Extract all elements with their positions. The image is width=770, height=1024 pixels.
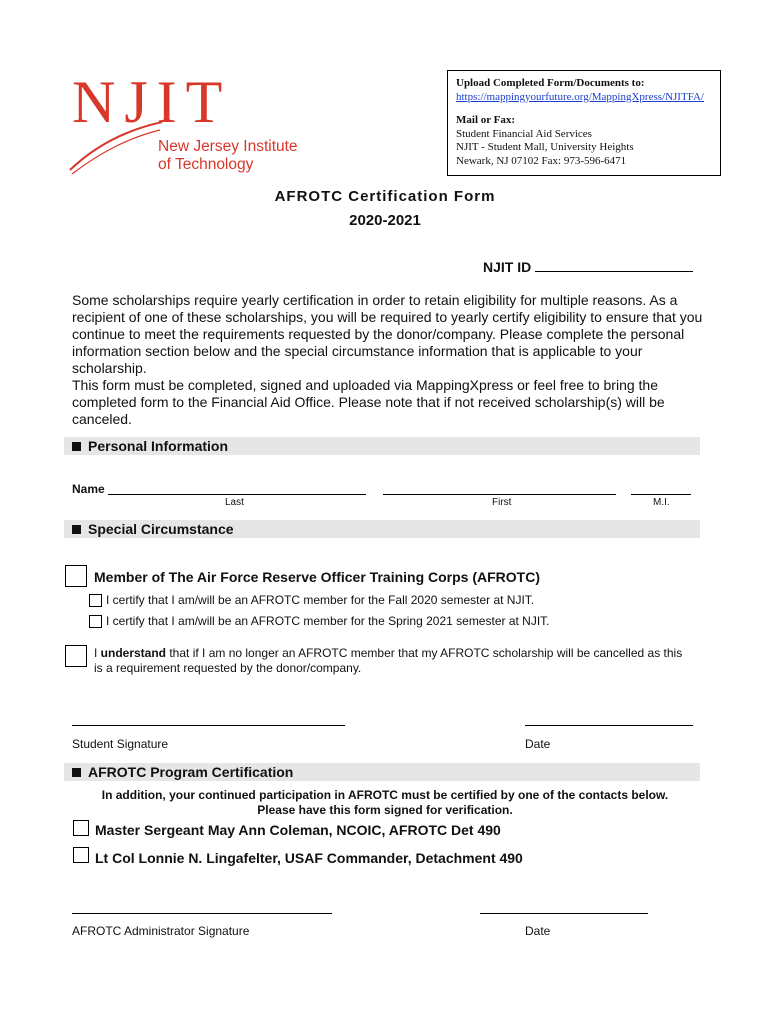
middle-initial-line[interactable]	[631, 494, 691, 495]
program-note-line-1: In addition, your continued participation in AFROTC must be certified by one of the contacts below.	[101, 788, 669, 802]
understand-line-2: is a requirement requested by the donor/company.	[94, 661, 362, 675]
program-certification-title: AFROTC Program Certification	[88, 764, 294, 780]
student-date-label: Date	[525, 737, 551, 751]
njit-id-line[interactable]	[535, 260, 693, 272]
admin-signature-line[interactable]	[72, 913, 332, 914]
name-label: Name	[72, 482, 105, 496]
understand-checkbox[interactable]	[65, 645, 87, 667]
understand-bold: understand	[100, 646, 167, 660]
fall-certify-checkbox[interactable]	[89, 594, 102, 607]
first-name-line[interactable]	[383, 494, 616, 495]
logo-line-1: New Jersey Institute	[158, 138, 298, 155]
fall-certify-text: I certify that I am/will be an AFROTC member for the Fall 2020 semester at NJIT.	[106, 593, 535, 607]
upload-heading: Upload Completed Form/Documents to:	[456, 77, 645, 89]
njit-id-label: NJIT ID	[483, 259, 532, 275]
spring-certify-text: I certify that I am/will be an AFROTC member for the Spring 2021 semester at NJIT.	[106, 614, 550, 628]
student-signature-line[interactable]	[72, 725, 345, 726]
mail-line-1: Student Financial Aid Services	[456, 127, 592, 140]
admin-signature-label: AFROTC Administrator Signature	[72, 924, 250, 938]
mi-caption: M.I.	[653, 497, 670, 508]
afrotc-member-checkbox[interactable]	[65, 565, 87, 587]
intro-paragraph-2: This form must be completed, signed and uploaded via MappingXpress or feel free to bring the completed form to the Financial Aid Office. Please note that if not received scholarship(s) will be canceled.	[72, 377, 665, 427]
square-bullet-icon	[72, 442, 81, 451]
program-note-line-2: Please have this form signed for verification.	[257, 803, 513, 817]
upload-instructions-box	[447, 70, 721, 176]
contact-2-checkbox[interactable]	[73, 847, 89, 863]
mail-line-3: Newark, NJ 07102 Fax: 973-596-6471	[456, 154, 627, 167]
understand-prefix: I	[94, 646, 101, 660]
square-bullet-icon	[72, 525, 81, 534]
njit-logo-swoosh-icon	[66, 100, 166, 180]
contact-2-name: Lt Col Lonnie N. Lingafelter, USAF Commander, Detachment 490	[95, 850, 523, 866]
understand-rest: that if I am no longer an AFROTC member that my AFROTC scholarship will be cancelled as this	[166, 646, 683, 660]
mail-fax-heading: Mail or Fax:	[456, 114, 516, 126]
form-year: 2020-2021	[349, 212, 421, 229]
intro-paragraph-1: Some scholarships require yearly certification in order to retain eligibility for multiple reasons. As a recipient of one of these scholarships, you will be required to yearly certify eligibility to ensure that you continue to meet the requirements requested by the donor/company. Please complete the personal information section below and the special circumstance information that is applicable to your scholarship.	[72, 292, 703, 376]
personal-info-title: Personal Information	[88, 438, 229, 454]
logo-line-2: of Technology	[158, 156, 254, 173]
spring-certify-checkbox[interactable]	[89, 615, 102, 628]
program-certification-section-header	[64, 763, 700, 781]
njit-logo-subtitle	[158, 138, 298, 174]
njit-id-field[interactable]	[483, 259, 693, 275]
special-circumstance-section-header	[64, 520, 700, 538]
mail-line-2: NJIT - Student Mall, University Heights	[456, 141, 634, 153]
form-title: AFROTC Certification Form	[274, 188, 496, 205]
contact-1-checkbox[interactable]	[73, 820, 89, 836]
student-date-line[interactable]	[525, 725, 693, 726]
student-signature-label: Student Signature	[72, 737, 169, 751]
upload-url-link[interactable]: https://mappingyourfuture.org/MappingXpress/NJITFA/	[456, 90, 704, 103]
last-name-line[interactable]	[108, 494, 366, 495]
admin-date-label: Date	[525, 924, 551, 938]
personal-info-section-header	[64, 437, 700, 455]
njit-logo-letters: NJIT	[72, 69, 232, 135]
understand-statement	[94, 646, 724, 676]
admin-date-line[interactable]	[480, 913, 648, 914]
afrotc-member-heading: Member of The Air Force Reserve Officer Training Corps (AFROTC)	[94, 569, 541, 585]
contact-1-name: Master Sergeant May Ann Coleman, NCOIC, AFROTC Det 490	[95, 822, 501, 838]
first-caption: First	[492, 497, 512, 508]
square-bullet-icon	[72, 768, 81, 777]
special-circumstance-title: Special Circumstance	[88, 521, 234, 537]
last-caption: Last	[225, 497, 244, 508]
